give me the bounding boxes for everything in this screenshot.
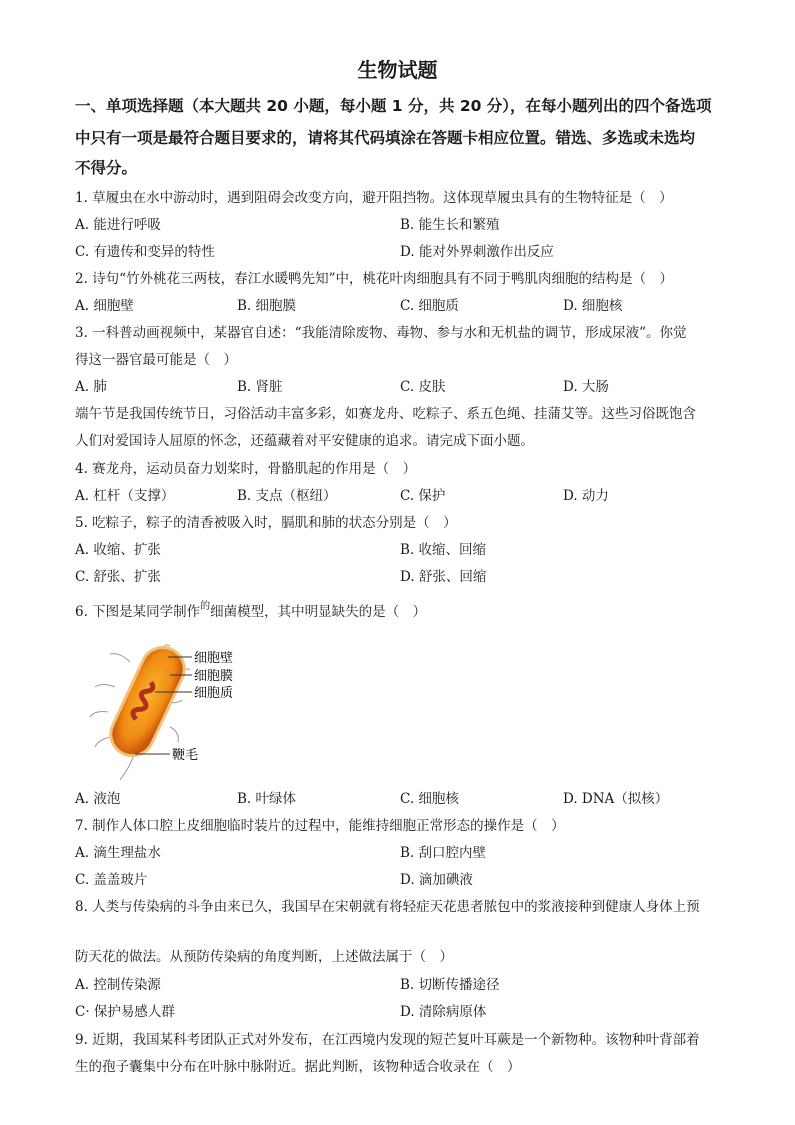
label-cell-membrane: 细胞膜 — [194, 669, 234, 684]
option: A. 滴生理盐水 — [75, 845, 161, 861]
option: D. DNA（拟核） — [563, 791, 669, 807]
option: C. 细胞核 — [400, 791, 459, 807]
option: D. 动力 — [563, 488, 609, 504]
question-stem: 得这一器官最可能是（ ） — [75, 352, 237, 368]
question-stem: 7. 制作人体口腔上皮细胞临时装片的过程中，能维持细胞正常形态的操作是（ ） — [75, 818, 565, 834]
stem-part: 6. 下图是某同学制作 — [75, 604, 201, 620]
option: D. 细胞核 — [563, 298, 623, 314]
section-instruction: 中只有一项是最符合题目要求的，请将其代码填涂在答题卡相应位置。错选、多选或未选均 — [75, 129, 696, 147]
label-cell-wall: 细胞壁 — [194, 651, 234, 666]
option: A. 控制传染源 — [75, 977, 161, 993]
option: C· 保护易感人群 — [75, 1004, 175, 1020]
option: D. 舒张、回缩 — [400, 569, 487, 585]
question-stem: 生的孢子囊集中分布在叶脉中脉附近。据此判断，该物种适合收录在（ ） — [75, 1059, 521, 1075]
option: B. 肾脏 — [237, 379, 283, 395]
question-stem: 9. 近期，我国某科考团队正式对外发布，在江西境内发现的短芒复叶耳蕨是一个新物种。该物种叶背部着 — [75, 1032, 700, 1048]
option: A. 细胞壁 — [75, 298, 134, 314]
bacteria-model-figure — [80, 632, 260, 782]
option: D. 清除病原体 — [400, 1004, 487, 1020]
passage: 端午节是我国传统节日，习俗活动丰富多彩，如赛龙舟、吃粽子、系五色绳、挂蒲艾等。这些习俗既饱含 — [75, 406, 696, 422]
question-stem: 4. 赛龙舟，运动员奋力划桨时，骨骼肌起的作用是（ ） — [75, 461, 417, 477]
option: C. 皮肤 — [400, 379, 446, 395]
question-stem: 2. 诗句“竹外桃花三两枝，春江水暖鸭先知”中，桃花叶肉细胞具有不同于鸭肌肉细胞的结构是（ ） — [75, 271, 673, 287]
question-stem: 防天花的做法。从预防传染病的角度判断，上述做法属于（ ） — [75, 949, 453, 965]
question-stem: 1. 草履虫在水中游动时，遇到阻碍会改变方向，避开阻挡物。这体现草履虫具有的生物特征是（ ） — [75, 190, 673, 206]
question-stem: 3. 一科普动画视频中，某器官自述：“我能清除废物、毒物、参与水和无机盐的调节，形成尿液”。你觉 — [75, 325, 687, 341]
option: B. 收缩、回缩 — [400, 542, 487, 558]
option: A. 液泡 — [75, 791, 121, 807]
option: C. 保护 — [400, 488, 446, 504]
option: C. 有遗传和变异的特性 — [75, 244, 215, 260]
label-flagellum: 鞭毛 — [172, 748, 199, 763]
option: C. 舒张、扩张 — [75, 569, 161, 585]
option: A. 杠杆（支撑） — [75, 488, 175, 504]
stem-part: 细菌模型，其中明显缺失的是（ ） — [210, 604, 427, 620]
option: B. 能生长和繁殖 — [400, 217, 500, 233]
option: C. 盖盖玻片 — [75, 872, 148, 888]
stem-superscript: 的 — [200, 601, 211, 612]
option: D. 能对外界刺激作出反应 — [400, 244, 554, 260]
option: C. 细胞质 — [400, 298, 459, 314]
option: D. 滴加碘液 — [400, 872, 473, 888]
question-stem: 8. 人类与传染病的斗争由来已久，我国早在宋朝就有将轻症天花患者脓包中的浆液接种到健康人身体上预 — [75, 899, 700, 915]
label-cytoplasm: 细胞质 — [194, 686, 234, 701]
option: B. 切断传播途径 — [400, 977, 500, 993]
option: D. 大肠 — [563, 379, 609, 395]
option: B. 刮口腔内壁 — [400, 845, 487, 861]
option: A. 能进行呼吸 — [75, 217, 161, 233]
option: A. 肺 — [75, 379, 107, 395]
option: A. 收缩、扩张 — [75, 542, 161, 558]
option: B. 叶绿体 — [237, 791, 297, 807]
page-title: 生物试题 — [357, 58, 438, 82]
question-stem: 5. 吃粽子，粽子的清香被吸入时，膈肌和肺的状态分别是（ ） — [75, 515, 457, 531]
section-instruction: 一、单项选择题（本大题共 20 小题，每小题 1 分，共 20 分），在每小题列出的四个备选项 — [75, 97, 712, 115]
question-stem — [75, 602, 426, 622]
passage: 人们对爱国诗人屈原的怀念，还蕴藏着对平安健康的追求。请完成下面小题。 — [75, 433, 534, 449]
option: B. 细胞膜 — [237, 298, 297, 314]
option: B. 支点（枢纽） — [237, 488, 337, 504]
section-instruction: 不得分。 — [75, 159, 138, 177]
